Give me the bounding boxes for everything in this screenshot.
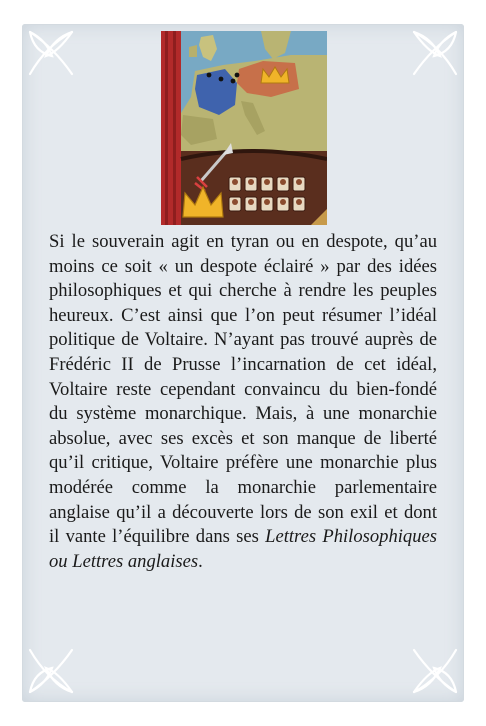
quill-ornament-icon: [24, 644, 78, 698]
quill-ornament-icon: [24, 26, 78, 80]
paragraph-end: .: [198, 550, 203, 572]
article-body: [49, 230, 437, 574]
curtain: [161, 31, 181, 225]
quill-ornament-icon: [408, 644, 462, 698]
paragraph-text: Si le souverain agit en tyran ou en despote, qu’au moins ce soit « un despote éclairé » par des idées philosophiques et qui cherche à rendre les peuples heureux. C’est ainsi que l’on peut résumer l’idéal politique de Voltaire. N’ayant pas trouvé auprès de Frédéric II de Prusse l’incarnation de cet idéal, Voltaire reste cependant convaincu du bien-fondé du système monarchique. Mais, à une monarchie absolue, avec ses excès et son manque de liberté qu’il critique, Voltaire préfère une monarchie plus modérée comme la monarchie parlementaire anglaise qu’il a découverte lors de son exil et dont il vante l’équilibre dans ses: [49, 231, 437, 548]
paragraph: [49, 230, 437, 574]
book-title: Lettres Philosophiques ou Lettres anglaises: [49, 526, 437, 572]
europe-map-illustration: [161, 31, 327, 225]
quill-ornament-icon: [408, 26, 462, 80]
